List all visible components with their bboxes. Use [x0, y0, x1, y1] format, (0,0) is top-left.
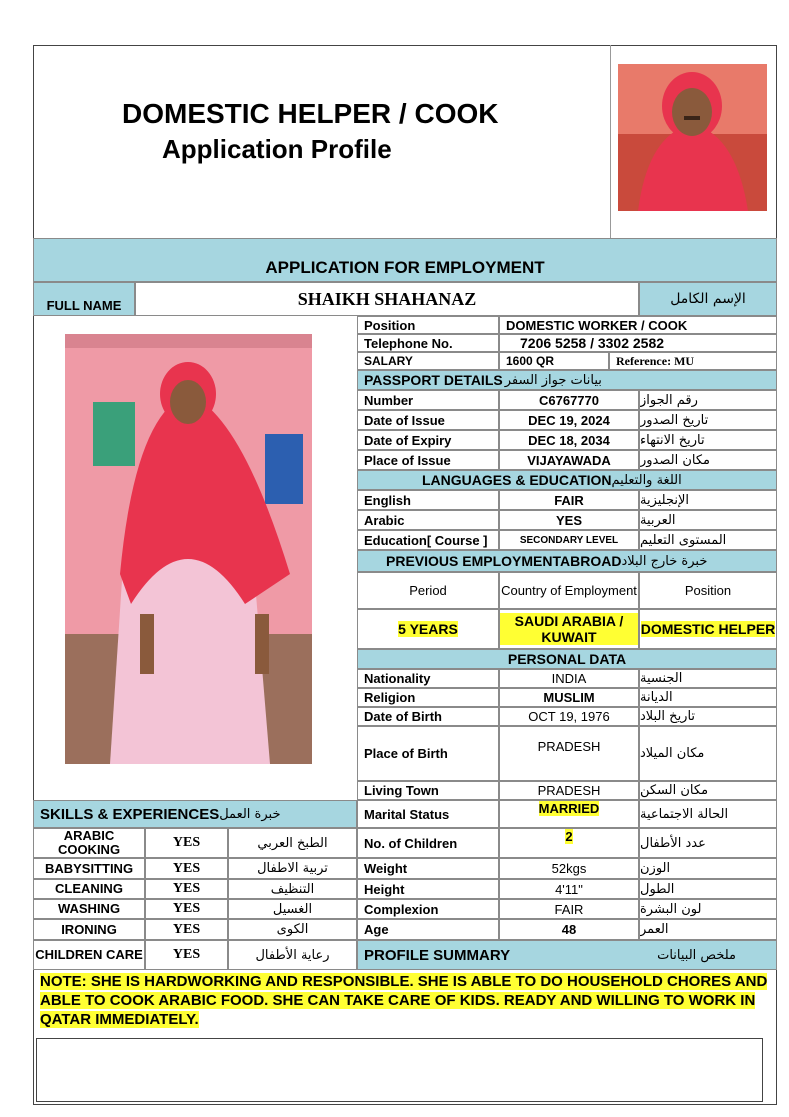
passport-value: DEC 19, 2024	[499, 410, 639, 430]
personal-value: 52kgs	[499, 858, 639, 879]
personal-label-ar: مكان السكن	[639, 781, 777, 800]
skill-value: YES	[145, 940, 228, 970]
personal-value	[499, 828, 639, 858]
full-body-photo	[65, 334, 312, 764]
passport-photo	[618, 64, 767, 211]
skill-label-ar: الكوى	[228, 919, 357, 940]
personal-label: Place of Birth	[357, 726, 499, 781]
personal-label: Living Town	[357, 781, 499, 800]
personal-label: Age	[357, 919, 499, 940]
skill-label: CHILDREN CARE	[33, 940, 145, 970]
personal-heading: PERSONAL DATA	[357, 649, 777, 669]
full-name-value: SHAIKH SHAHANAZ	[135, 282, 639, 316]
position-value: DOMESTIC WORKER / COOK	[499, 316, 777, 334]
passport-label-ar: رقم الجواز	[639, 390, 777, 410]
skills-heading-text: SKILLS & EXPERIENCES	[40, 805, 220, 823]
language-value: SECONDARY LEVEL	[499, 530, 639, 550]
salary-label: SALARY	[357, 352, 499, 370]
personal-value-text: MARRIED	[538, 801, 600, 816]
previous-heading-ar: خبرة خارج البلاد	[621, 553, 708, 569]
summary-heading-ar: ملخص البيانات	[657, 947, 736, 963]
passport-label: Place of Issue	[357, 450, 499, 470]
personal-value: INDIA	[499, 669, 639, 688]
language-label-ar: العربية	[639, 510, 777, 530]
skill-label-ar: رعاية الأطفال	[228, 940, 357, 970]
skill-label: WASHING	[33, 899, 145, 919]
note-text	[40, 972, 770, 1029]
skills-heading	[33, 800, 357, 828]
country-col-header: Country of Employment	[499, 572, 639, 609]
skill-label-ar: تربية الاطفال	[228, 858, 357, 879]
passport-label-ar: مكان الصدور	[639, 450, 777, 470]
personal-label-ar: الحالة الاجتماعية	[639, 800, 777, 828]
full-name-label: FULL NAME	[33, 282, 135, 316]
skill-label: IRONING	[33, 919, 145, 940]
personal-value: OCT 19, 1976	[499, 707, 639, 726]
passport-label: Number	[357, 390, 499, 410]
country-text: SAUDI ARABIA / KUWAIT	[500, 613, 638, 645]
passport-label: Date of Expiry	[357, 430, 499, 450]
passport-label-ar: تاريخ الانتهاء	[639, 430, 777, 450]
telephone-label: Telephone No.	[357, 334, 499, 352]
personal-value: 48	[499, 919, 639, 940]
period-value	[357, 609, 499, 649]
summary-heading	[357, 940, 777, 970]
personal-value: 4'11"	[499, 879, 639, 899]
personal-value: PRADESH	[499, 781, 639, 800]
language-label-ar: المستوى التعليم	[639, 530, 777, 550]
position-label: Position	[357, 316, 499, 334]
personal-label: Weight	[357, 858, 499, 879]
personal-label: Height	[357, 879, 499, 899]
passport-heading-ar: بيانات جواز السفر	[504, 372, 602, 388]
country-value	[499, 609, 639, 649]
skills-heading-ar: خبرة العمل	[219, 806, 281, 822]
skill-value: YES	[145, 899, 228, 919]
passport-label-ar: تاريخ الصدور	[639, 410, 777, 430]
personal-label: Marital Status	[357, 800, 499, 828]
skill-label: BABYSITTING	[33, 858, 145, 879]
salary-value: 1600 QR	[499, 352, 609, 370]
language-label-ar: الإنجليزية	[639, 490, 777, 510]
personal-value-text: 2	[565, 829, 573, 844]
personal-label: Date of Birth	[357, 707, 499, 726]
personal-label-ar: لون البشرة	[639, 899, 777, 919]
position-col-header: Position	[639, 572, 777, 609]
personal-label: Nationality	[357, 669, 499, 688]
passport-value: VIJAYAWADA	[499, 450, 639, 470]
skill-label: ARABIC COOKING	[33, 828, 145, 858]
skill-value: YES	[145, 828, 228, 858]
passport-value: DEC 18, 2034	[499, 430, 639, 450]
personal-value	[499, 800, 639, 828]
languages-heading-text: LANGUAGES & EDUCATION	[422, 472, 612, 488]
passport-heading	[357, 370, 777, 390]
header-divider	[610, 45, 611, 238]
personal-label-ar: تاريخ البلاد	[639, 707, 777, 726]
personal-label-ar: الطول	[639, 879, 777, 899]
previous-heading	[357, 550, 777, 572]
previous-heading-text: PREVIOUS EMPLOYMENTABROAD	[386, 553, 622, 569]
period-text: 5 YEARS	[398, 621, 458, 637]
application-banner: APPLICATION FOR EMPLOYMENT	[33, 238, 777, 282]
personal-value: FAIR	[499, 899, 639, 919]
period-col-header: Period	[357, 572, 499, 609]
personal-label-ar: الوزن	[639, 858, 777, 879]
personal-label-ar: عدد الأطفال	[639, 828, 777, 858]
skill-label-ar: التنظيف	[228, 879, 357, 899]
skill-value: YES	[145, 919, 228, 940]
passport-heading-text: PASSPORT DETAILS	[364, 372, 503, 388]
reference-value: Reference: MU	[609, 352, 777, 370]
passport-value: C6767770	[499, 390, 639, 410]
personal-value: MUSLIM	[499, 688, 639, 707]
personal-label-ar: الديانة	[639, 688, 777, 707]
languages-heading	[357, 470, 777, 490]
passport-label: Date of Issue	[357, 410, 499, 430]
header-subtitle: Application Profile	[162, 134, 392, 164]
personal-label: No. of Children	[357, 828, 499, 858]
note-content: NOTE: SHE IS HARDWORKING AND RESPONSIBLE. SHE IS ABLE TO DO HOUSEHOLD CHORES AND ABLE TO COOK ARABIC FOOD. SHE CAN TAKE CARE OF KIDS. READY AND WILLING TO WORK IN QATAR IMMEDIATELY.	[40, 973, 768, 1028]
personal-label-ar: الجنسية	[639, 669, 777, 688]
language-label: Education[ Course ]	[357, 530, 499, 550]
telephone-value: 7206 5258 / 3302 2582	[499, 334, 777, 352]
skill-label-ar: الغسيل	[228, 899, 357, 919]
personal-label: Religion	[357, 688, 499, 707]
languages-heading-ar: اللغة والتعليم	[611, 472, 682, 488]
personal-label-ar: العمر	[639, 919, 777, 940]
previous-position-text: DOMESTIC HELPER	[640, 621, 776, 637]
personal-label: Complexion	[357, 899, 499, 919]
summary-heading-text: PROFILE SUMMARY	[364, 946, 511, 964]
language-label: English	[357, 490, 499, 510]
skill-value: YES	[145, 879, 228, 899]
skill-label: CLEANING	[33, 879, 145, 899]
language-value: YES	[499, 510, 639, 530]
footer-box	[36, 1038, 763, 1102]
full-name-label-ar: الإسم الكامل	[639, 282, 777, 316]
language-value: FAIR	[499, 490, 639, 510]
skill-label-ar: الطبخ العربي	[228, 828, 357, 858]
header-title: DOMESTIC HELPER / COOK	[122, 98, 499, 129]
skill-value: YES	[145, 858, 228, 879]
personal-value: PRADESH	[499, 726, 639, 781]
previous-position-value	[639, 609, 777, 649]
personal-label-ar: مكان الميلاد	[639, 726, 777, 781]
language-label: Arabic	[357, 510, 499, 530]
